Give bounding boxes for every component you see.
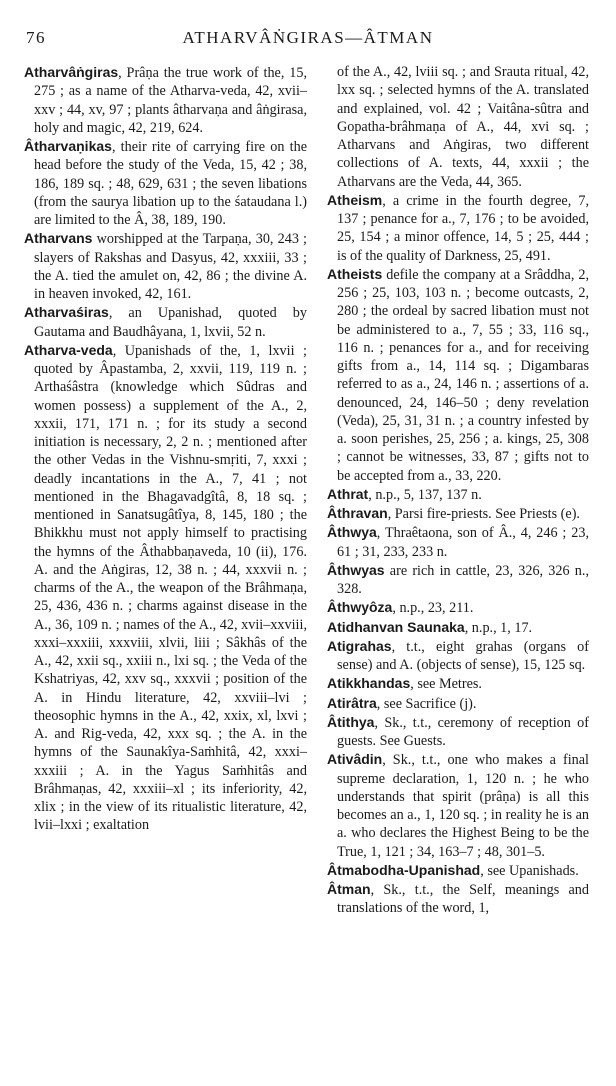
entry-text: , n.p., 23, 211. <box>392 600 474 617</box>
headword: Atidhanvan Saunaka <box>327 618 465 635</box>
index-entry <box>327 191 589 265</box>
right-column <box>327 63 589 918</box>
entry-text: are rich in cattle, 23, 326, 326 n., 328. <box>337 562 589 597</box>
entry-text: , Thraêtaona, son of Â., 4, 246 ; 23, 61 ; 31, 233, 233 n. <box>337 525 589 560</box>
entry-text: worshipped at the Tarpaṇa, 30, 243 ; slayers of Rakshas and Dasyus, 42, xxxiii, 33 ; the A. tied the amulet on, 42, 86 ; the divine A. in heaven invoked, 42, 161. <box>34 231 307 302</box>
entry-text: , n.p., 5, 137, 137 n. <box>368 486 482 503</box>
entry-text: , t.t., eight grahas (organs of sense) and A. (objects of sense), 15, 125 sq. <box>337 638 589 673</box>
entry-text: , an Upanishad, quoted by Gautama and Baudhâyana, 1, lxvii, 52 n. <box>34 305 307 340</box>
left-column <box>24 63 307 835</box>
index-entry <box>327 674 589 693</box>
headword: Âtharvaṇikas <box>24 138 112 154</box>
index-entry <box>327 598 589 617</box>
headword: Athrat <box>327 485 369 502</box>
headword: Atirâtra <box>327 694 377 711</box>
entry-text: , their rite of carrying fire on the head before the study of the Veda, 15, 42 ; 38, 186, 189 sq. ; 48, 629, 631 ; the seven libations (from the saurya libation up to the śataudana l.) are limited to the Â, 38, 189, 190. <box>34 139 307 228</box>
index-entry <box>327 618 589 637</box>
headword: Âtithya <box>327 713 375 730</box>
entry-text: , see Upanishads. <box>480 862 579 879</box>
page-number: 76 <box>26 28 46 47</box>
headword: Âtmabodha-Upanishad <box>327 861 481 878</box>
entry-text: , Prâṇa the true work of the, 15, 275 ; as a name of the Atharva-veda, 42, xvii–xxv ; 44, xv, 97 ; plants âtharvaṇa and âṅgirasa, holy and magic, 42, 219, 624. <box>34 65 307 136</box>
headword: Atharvâṅgiras <box>24 64 119 80</box>
index-entry <box>327 694 589 713</box>
index-entry <box>327 523 589 561</box>
index-entry <box>327 637 589 675</box>
entry-text: , Upanishads of the, 1, lxvii ; quoted by Âpastamba, 2, xxvii, 119, 119 n. ; Arthaśâstra (knowledge which Sûdras and women possess) a supplement of the A., 2, xxxii, 171, 171 n. ; for its study a second initiation is necessary, 2, 2 n. ; mentioned after the other Vedas in the Vishnu-smṛiti, 7, xxxi ; deadly incantations in the A., 7, 41 ; not mentioned in the Bhagavadgîtâ, 8, 18 sq. ; mentioned in Sanatsugâtîya, 8, 145, 180 ; the Bhikkhu must not apply himself to practising the hymns of the Âthabbaṇaveda, 10 (ii), 176. A. and the Aṅgiras, 12, 38 n. ; 44, xxxvii n. ; charms of the A., the weapon of the Brâhmaṇa, 25, 436, 436 n. ; charms against disease in the A., 36, 109 n. ; names of the A., 42, xvii–xxviii, xxxi–xxxiii, xxxviii, xlvii, liii ; Sâkhâs of the A., 42, xxii sq., xxiii n., lxi sq. ; the Veda of the Kshatriyas, 42, xxv sq., xxxvii ; position of the A. in Hindu literature, 42, xxviii–lvi ; theosophic hymns in the A., 42, xxix, xl, lxvi ; A. and Rig-veda, 42, xxx sq. ; the A. in the hymns of the Saunakîya-Saṁhitâ, 42, xxxi–xxxiii ; A. in the Yagus Saṁhitâs and Brâhmaṇas, 42, xxxiii–xl ; its inferiority, 42, xlix ; in the view of its ritualistic literature, 42, lvii–lxxi ; exaltation <box>34 342 307 834</box>
headword: Atharva-veda <box>24 341 113 358</box>
entry-text: , Sk., t.t., one who makes a final supreme declaration, 1, 120 n. ; he who understands that spirit (prâṇa) is all this becomes an a., 1, 120 sq. ; in reality he is an a. who declares the Highest Being to be the True, 1, 121 ; 34, 163–7 ; 48, 301–5. <box>337 752 589 860</box>
headword: Âtman <box>327 881 371 897</box>
headword: Atheists <box>327 265 383 282</box>
headword: Atharvans <box>24 230 93 247</box>
running-title: ATHARVÂṄGIRAS—ÂTMAN <box>182 28 434 47</box>
index-entry <box>24 63 307 137</box>
index-entry <box>327 485 589 504</box>
index-entry <box>327 504 589 523</box>
index-entry <box>327 713 589 751</box>
entry-text: , Parsi fire-priests. See Priests (e). <box>387 506 580 522</box>
entry-text: , Sk., t.t., the Self, meanings and translations of the word, 1, <box>337 882 589 917</box>
entry-text: , a crime in the fourth degree, 7, 137 ; penance for a., 7, 176 ; to be avoided, 25, 154 ; a minor offence, 14, 5 ; 25, 444 ; is of the quality of Darkness, 25, 491. <box>337 192 589 264</box>
index-entry <box>327 750 589 861</box>
headword: Âthwyôza <box>327 599 393 616</box>
headword: Atheism <box>327 191 383 208</box>
index-entry <box>24 137 307 229</box>
headword: Âthravan <box>327 505 388 521</box>
headword: Atigrahas <box>327 637 392 654</box>
index-entry <box>24 229 307 303</box>
continued-entry-text: of the A., 42, lviii sq. ; and Srauta ritual, 42, lxx sq. ; selected hymns of the A. translated and explained, vol. 42 ; Vaitâna-sûtra and Gopatha-brâhmaṇa of A., 44, xvi sq. ; Atharvans and Aṅgiras, two different collections of A. texts, 44, xxxii ; the Atharvans are the Veda, 44, 365. <box>337 64 589 190</box>
index-entry <box>327 880 589 918</box>
headword: Atikkhandas <box>327 675 411 692</box>
index-entry <box>24 341 307 835</box>
headword: Atharvaśiras <box>24 304 109 321</box>
entry-text: , see Metres. <box>410 676 482 693</box>
entry-text: defile the company at a Srâddha, 2, 256 ; 25, 103, 103 n. ; become outcasts, 2, 280 ; the ordeal by sacred libation must not be administered to a., 7, 55 ; 33, 116 sq., 116 n. ; penances for a., and for receiving gifts from a., 14, 114 sq. ; Digambaras referred to as a., 24, 146 n. ; assertions of a. denounced, 24, 146–50 ; deny revelation (Veda), 25, 31, 31 n. ; a country infested by a. soon perishes, 25, 256 ; a. kings, 25, 308 ; cannot be witnesses, 33, 87 ; gifts not to be accepted from a., 33, 220. <box>337 266 589 484</box>
entry-text: , see Sacrifice (j). <box>376 695 477 712</box>
index-entry <box>24 303 307 341</box>
headword: Âthwya <box>327 524 377 541</box>
entry-text: , n.p., 1, 17. <box>464 619 533 636</box>
headword: Âthwyas <box>327 561 385 578</box>
index-entry <box>327 265 589 485</box>
headword: Ativâdin <box>327 751 383 768</box>
index-entry <box>327 861 589 880</box>
index-entry <box>327 561 589 599</box>
entry-text: , Sk., t.t., ceremony of reception of guests. See Guests. <box>337 714 589 749</box>
page-header <box>0 28 616 52</box>
